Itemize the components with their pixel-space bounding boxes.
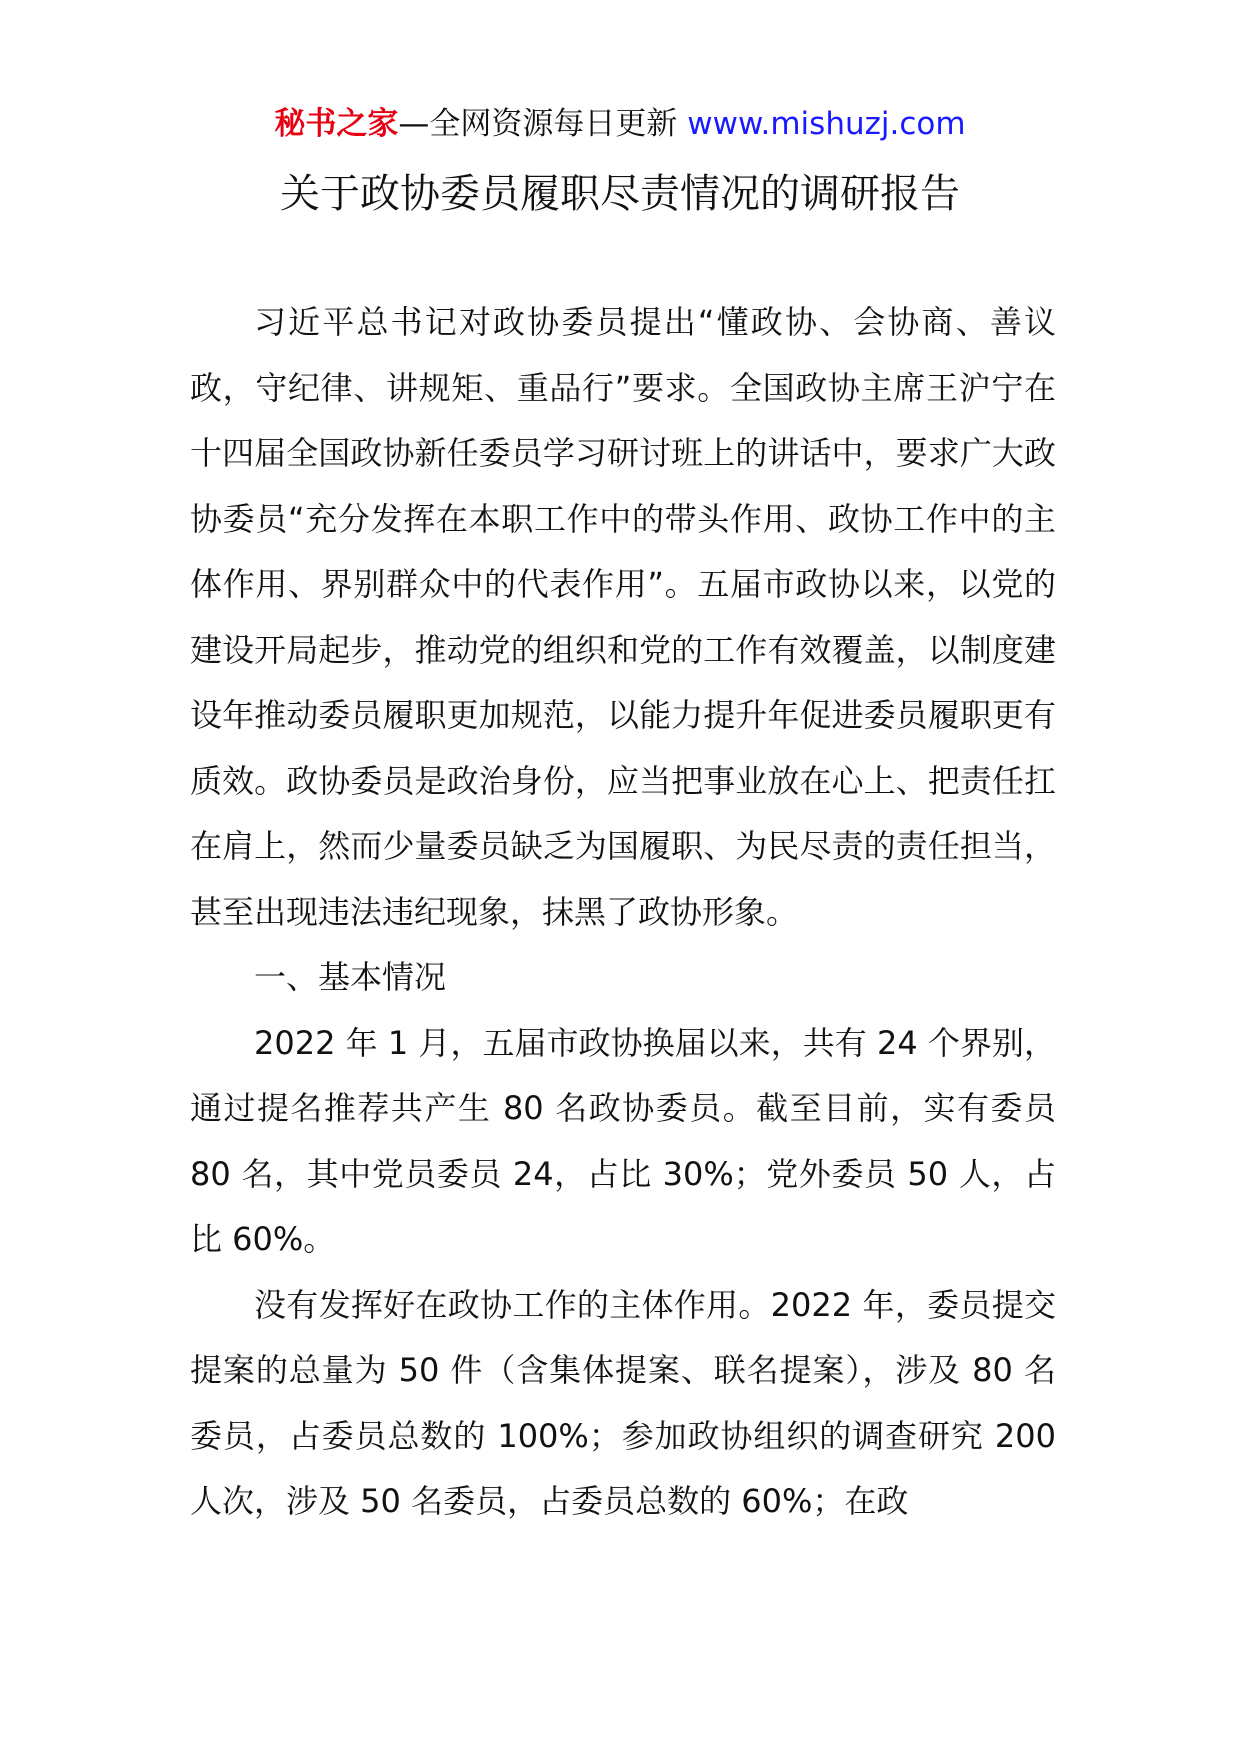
- site-url-link[interactable]: www.mishuzj.com: [687, 106, 966, 142]
- document-body: [190, 290, 1056, 1535]
- intro-paragraph: 习近平总书记对政协委员提出“懂政协、会协商、善议政，守纪律、讲规矩、重品行”要求。全国政协主席王沪宁在十四届全国政协新任委员学习研讨班上的讲话中，要求广大政协委员“充分发挥在本职工作中的带头作用、政协工作中的主体作用、界别群众中的代表作用”。五届市政协以来，以党的建设开局起步，推动党的组织和党的工作有效覆盖，以制度建设年推动委员履职更加规范，以能力提升年促进委员履职更有质效。政协委员是政治身份，应当把事业放在心上、把责任扛在肩上，然而少量委员缺乏为国履职、为民尽责的责任担当，甚至出现违法违纪现象，抹黑了政协形象。: [190, 303, 1056, 931]
- site-slogan: —全网资源每日更新: [398, 106, 678, 142]
- basic-info-paragraph: 2022 年 1 月，五届市政协换届以来，共有 24 个界别，通过提名推荐共产生 80 名政协委员。截至目前，实有委员 80 名，其中党员委员 24，占比 30%；党外委员 50 人，占比 60%。: [190, 1023, 1056, 1258]
- site-header: [0, 102, 1240, 146]
- document-title: 关于政协委员履职尽责情况的调研报告: [280, 171, 960, 217]
- section-heading: 一、基本情况: [254, 958, 447, 996]
- performance-paragraph: 没有发挥好在政协工作的主体作用。2022 年，委员提交提案的总量为 50 件（含集体提案、联名提案），涉及 80 名委员，占委员总数的 100%；参加政协组织的调查研究 200 人次，涉及 50 名委员，占委员总数的 60%；在政: [190, 1285, 1056, 1520]
- site-brand: 秘书之家: [274, 106, 399, 142]
